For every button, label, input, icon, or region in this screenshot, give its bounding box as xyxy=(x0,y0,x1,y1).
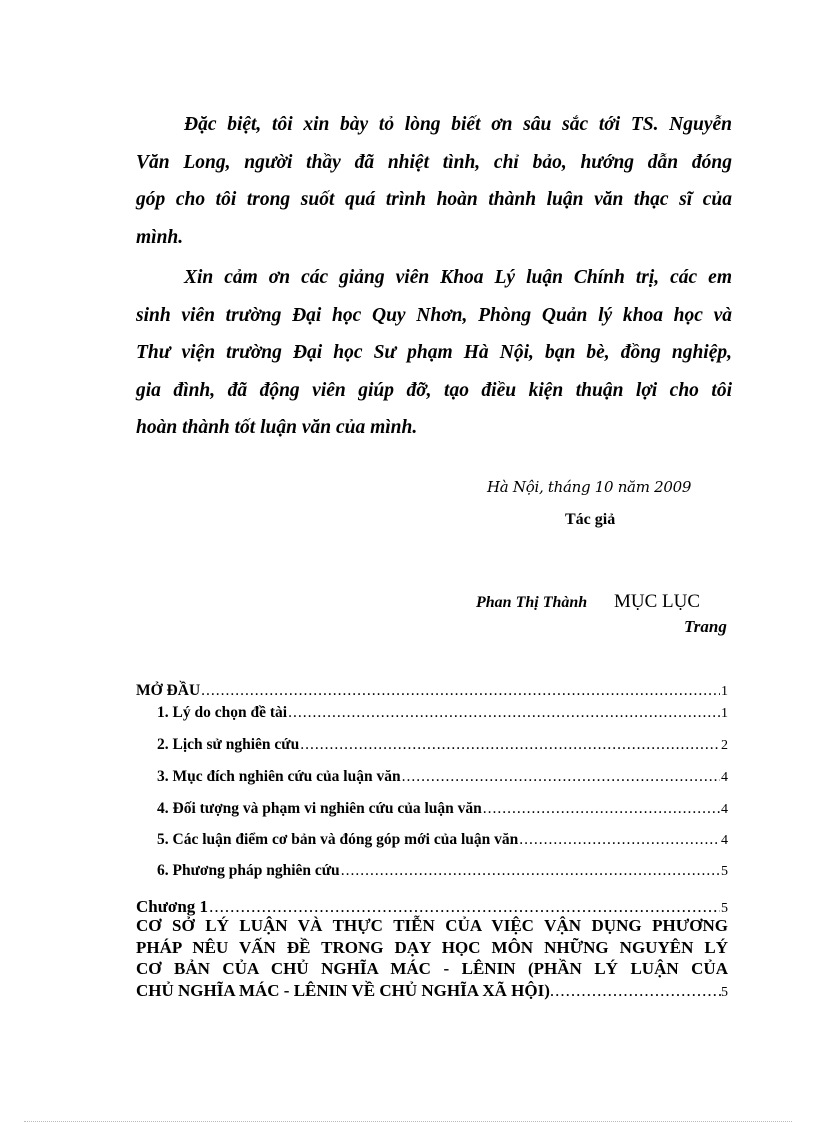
chapter-title-line: CHỦ NGHĨA MÁC - LÊNIN VỀ CHỦ NGHĨA XÃ HỘI) xyxy=(136,980,550,1000)
toc-entry-page: 5 xyxy=(721,864,728,879)
paragraph-line: góp cho tôi trong suốt quá trình hoàn thành luận văn thạc sĩ của xyxy=(136,189,732,210)
toc-entry-page: 4 xyxy=(721,833,728,848)
paragraph-line: mình. xyxy=(136,226,184,248)
toc-entry-label: Chương 1 xyxy=(136,897,209,916)
toc-entry-6[interactable] xyxy=(136,862,728,880)
toc-entry-page: 1 xyxy=(721,706,728,721)
author-name: Phan Thị Thành xyxy=(476,594,588,611)
toc-entry-chapter-1[interactable] xyxy=(136,897,728,917)
paragraph-line: Xin cảm ơn các giảng viên Khoa Lý luận Chính trị, các em xyxy=(184,267,732,288)
toc-entry-label: 4. Đối tượng và phạm vi nghiên cứu của luận văn xyxy=(157,800,482,817)
toc-entry-label: 6. Phương pháp nghiên cứu xyxy=(157,862,340,879)
chapter-title-last-line xyxy=(136,980,728,1004)
toc-page-column-label: Trang xyxy=(684,617,727,636)
toc-leader-dots xyxy=(483,800,720,818)
toc-entry-label: MỞ ĐẦU xyxy=(136,682,201,699)
acknowledgement-paragraph-2 xyxy=(136,259,732,447)
page-bottom-rule xyxy=(24,1121,792,1122)
signature-date: Hà Nội, tháng 10 năm 2009 xyxy=(487,478,692,496)
toc-entry-2[interactable] xyxy=(136,736,728,754)
toc-chapter-1-title[interactable] xyxy=(136,915,728,1003)
paragraph-line: sinh viên trường Đại học Quy Nhơn, Phòng Quản lý khoa học và xyxy=(136,304,732,326)
toc-entry-page: 2 xyxy=(721,738,728,753)
author-label: Tác giả xyxy=(565,511,616,528)
paragraph-line: hoàn thành tốt luận văn của mình. xyxy=(136,417,418,438)
toc-entry-1[interactable] xyxy=(136,704,728,722)
toc-entry-page: 5 xyxy=(721,984,728,1000)
toc-entry-5[interactable] xyxy=(136,831,728,849)
toc-leader-dots xyxy=(201,682,720,700)
toc-entry-intro[interactable] xyxy=(136,682,728,700)
chapter-title-line: CƠ SỞ LÝ LUẬN VÀ THỰC TIỄN CỦA VIỆC VẬN DỤNG PHƯƠNG xyxy=(136,916,728,935)
toc-leader-dots xyxy=(519,831,720,849)
toc-entry-page: 5 xyxy=(721,901,728,916)
toc-leader-dots xyxy=(550,980,721,1002)
toc-entry-page: 4 xyxy=(721,770,728,785)
toc-entry-3[interactable] xyxy=(136,768,728,786)
toc-title: MỤC LỤC xyxy=(614,591,701,612)
acknowledgement-paragraph-1 xyxy=(136,106,732,256)
paragraph-line: Đặc biệt, tôi xin bày tỏ lòng biết ơn sâu sắc tới TS. Nguyễn xyxy=(184,114,732,135)
paragraph-line: Thư viện trường Đại học Sư phạm Hà Nội, bạn bè, đồng nghiệp, xyxy=(136,342,732,363)
toc-entry-page: 1 xyxy=(721,684,728,699)
toc-leader-dots xyxy=(402,768,720,786)
toc-entry-label: 5. Các luận điểm cơ bản và đóng góp mới của luận văn xyxy=(157,831,519,848)
toc-leader-dots xyxy=(209,897,720,917)
toc-leader-dots xyxy=(300,736,720,754)
paragraph-line: gia đình, đã động viên giúp đỡ, tạo điều kiện thuận lợi cho tôi xyxy=(136,379,732,401)
chapter-title-line: PHÁP NÊU VẤN ĐỀ TRONG DẠY HỌC MÔN NHỮNG NGUYÊN LÝ xyxy=(136,937,728,957)
toc-entry-label: 2. Lịch sử nghiên cứu xyxy=(157,736,300,753)
toc-leader-dots xyxy=(341,862,720,880)
paragraph-line: Văn Long, người thầy đã nhiệt tình, chỉ bảo, hướng dẫn đóng xyxy=(136,151,732,173)
toc-entry-label: 3. Mục đích nghiên cứu của luận văn xyxy=(157,768,401,785)
toc-entry-page: 4 xyxy=(721,802,728,817)
toc-leader-dots xyxy=(288,704,720,722)
toc-entry-4[interactable] xyxy=(136,800,728,818)
toc-entry-label: 1. Lý do chọn đề tài xyxy=(157,704,288,721)
chapter-title-line: CƠ BẢN CỦA CHỦ NGHĨA MÁC - LÊNIN (PHẦN LÝ LUẬN CỦA xyxy=(136,959,728,978)
